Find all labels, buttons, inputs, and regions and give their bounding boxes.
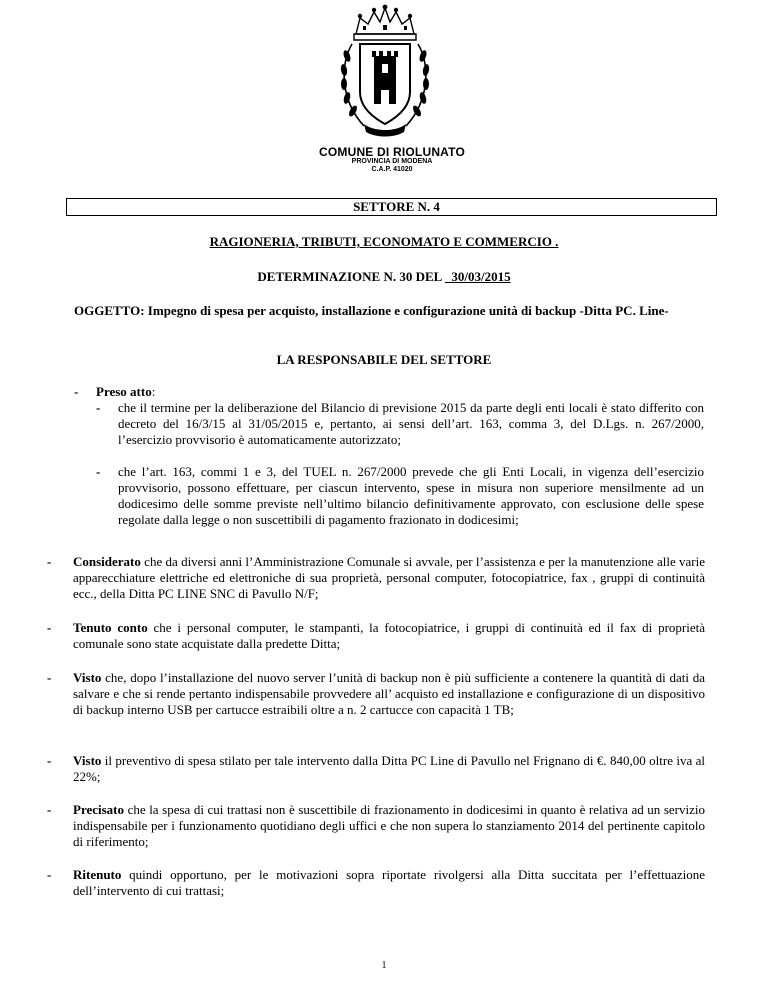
determinazione-heading bbox=[0, 269, 768, 285]
precisato-paragraph bbox=[73, 802, 705, 850]
visto-preventivo-label: Visto bbox=[73, 753, 102, 768]
page-number: 1 bbox=[381, 960, 387, 971]
precisato-label: Precisato bbox=[73, 802, 125, 817]
preso-atto-colon: : bbox=[151, 384, 156, 399]
tenuto-conto-text: che i personal computer, le stampanti, la fotocopiatrice, i gruppi di continuità ed il fax di proprietà comunale sono state acquistate dalla predette Ditta; bbox=[73, 620, 705, 651]
responsabile-heading: LA RESPONSABILE DEL SETTORE bbox=[276, 352, 492, 367]
comune-cap: C.A.P. 41020 bbox=[371, 166, 413, 173]
determinazione-date-value: 30/03/2015 bbox=[451, 269, 511, 284]
tenuto-conto-label: Tenuto conto bbox=[73, 620, 148, 635]
considerato-paragraph bbox=[73, 554, 705, 602]
visto-text: che, dopo l’installazione del nuovo server l’unità di backup non è più sufficiente a contenere la quantità di dati da salvare e che si rende pertanto indispensabile provvedere all’ acquisto ed installazione e configurazione di un dispositivo di backup interno USB per cartucce estraibili oltre a n. 2 cartucce con capacità 1 TB; bbox=[73, 670, 705, 717]
settore-label: SETTORE N. 4 bbox=[353, 199, 440, 214]
considerato-label: Considerato bbox=[73, 554, 141, 569]
determinazione-label: DETERMINAZIONE N. 30 DEL bbox=[257, 269, 442, 284]
ritenuto-dash: - bbox=[47, 867, 52, 882]
preso-atto-item: che l’art. 163, commi 1 e 3, del TUEL n. 267/2000 prevede che gli Enti Locali, in vigenza dell’esercizio provvisorio, possono effettuare, per ciascun intervento, spese in misura non superiore mensilmente ad un dodicesimo delle somme previste nell’ultimo bilancio definitivamente approvato, con esclusione delle spese regolate dalla legge o non suscettibili di pagamento frazionato in dodicesimi; bbox=[118, 464, 704, 527]
visto-paragraph bbox=[73, 670, 705, 718]
preso-atto-dash: - bbox=[74, 384, 79, 399]
precisato-dash: - bbox=[47, 802, 52, 817]
visto-dash: - bbox=[47, 670, 52, 685]
settore-box bbox=[66, 198, 717, 216]
coat-of-arms bbox=[334, 4, 436, 142]
preso-atto-item-dash: - bbox=[96, 464, 101, 479]
comune-provincia: PROVINCIA DI MODENA bbox=[351, 158, 433, 165]
preso-atto-item-dash: - bbox=[96, 400, 101, 415]
preso-atto-item: che il termine per la deliberazione del Bilancio di previsione 2015 da parte degli enti locali è stato differito con decreto del 16/3/15 al 31/05/2015 e, pertanto, ai sensi dell’art. 163, comma 3, del D.Lgs. n. 267/2000, l’esercizio provvisorio è automaticamente autorizzato; bbox=[118, 400, 704, 447]
coat-of-arms-icon bbox=[334, 4, 436, 142]
visto-preventivo-text: il preventivo di spesa stilato per tale intervento dalla Ditta PC Line di Pavullo nel Frignano di €. 840,00 oltre iva al 22%; bbox=[73, 753, 705, 784]
ritenuto-text: quindi opportuno, per le motivazioni sopra riportate rivolgersi alla Ditta succitata per l’effettuazione dell’intervento di cui trattasi; bbox=[73, 867, 705, 898]
tenuto-conto-paragraph bbox=[73, 620, 705, 652]
comune-name: COMUNE DI RIOLUNATO bbox=[318, 145, 466, 159]
ritenuto-paragraph bbox=[73, 867, 705, 899]
preso-atto-label bbox=[96, 384, 155, 400]
preso-atto-label-text: Preso atto bbox=[96, 384, 152, 399]
visto-preventivo-dash: - bbox=[47, 753, 52, 768]
visto-preventivo-paragraph bbox=[73, 753, 705, 785]
tenuto-conto-dash: - bbox=[47, 620, 52, 635]
department-heading: RAGIONERIA, TRIBUTI, ECONOMATO E COMMERCIO . bbox=[209, 234, 559, 249]
considerato-dash: - bbox=[47, 554, 52, 569]
ritenuto-label: Ritenuto bbox=[73, 867, 122, 882]
determinazione-date bbox=[445, 269, 511, 284]
visto-label: Visto bbox=[73, 670, 102, 685]
oggetto: OGGETTO: Impegno di spesa per acquisto, installazione e configurazione unità di backup -Ditta PC. Line- bbox=[74, 303, 669, 318]
precisato-text: che la spesa di cui trattasi non è suscettibile di frazionamento in dodicesimi in quanto è relativa ad un servizio indispensabile per i funzionamento quotidiano degli uffici e che non supera lo stanziamento 2014 del pertinente capitolo di riferimento; bbox=[73, 802, 705, 849]
considerato-text: che da diversi anni l’Amministrazione Comunale si avvale, per l’assistenza e per la manutenzione alle varie apparecchiature elettriche ed elettroniche di sua proprietà, personal computer, fotocopiatrice, fax , gruppi di continuità ecc., della Ditta PC LINE SNC di Pavullo N/F; bbox=[73, 554, 705, 601]
